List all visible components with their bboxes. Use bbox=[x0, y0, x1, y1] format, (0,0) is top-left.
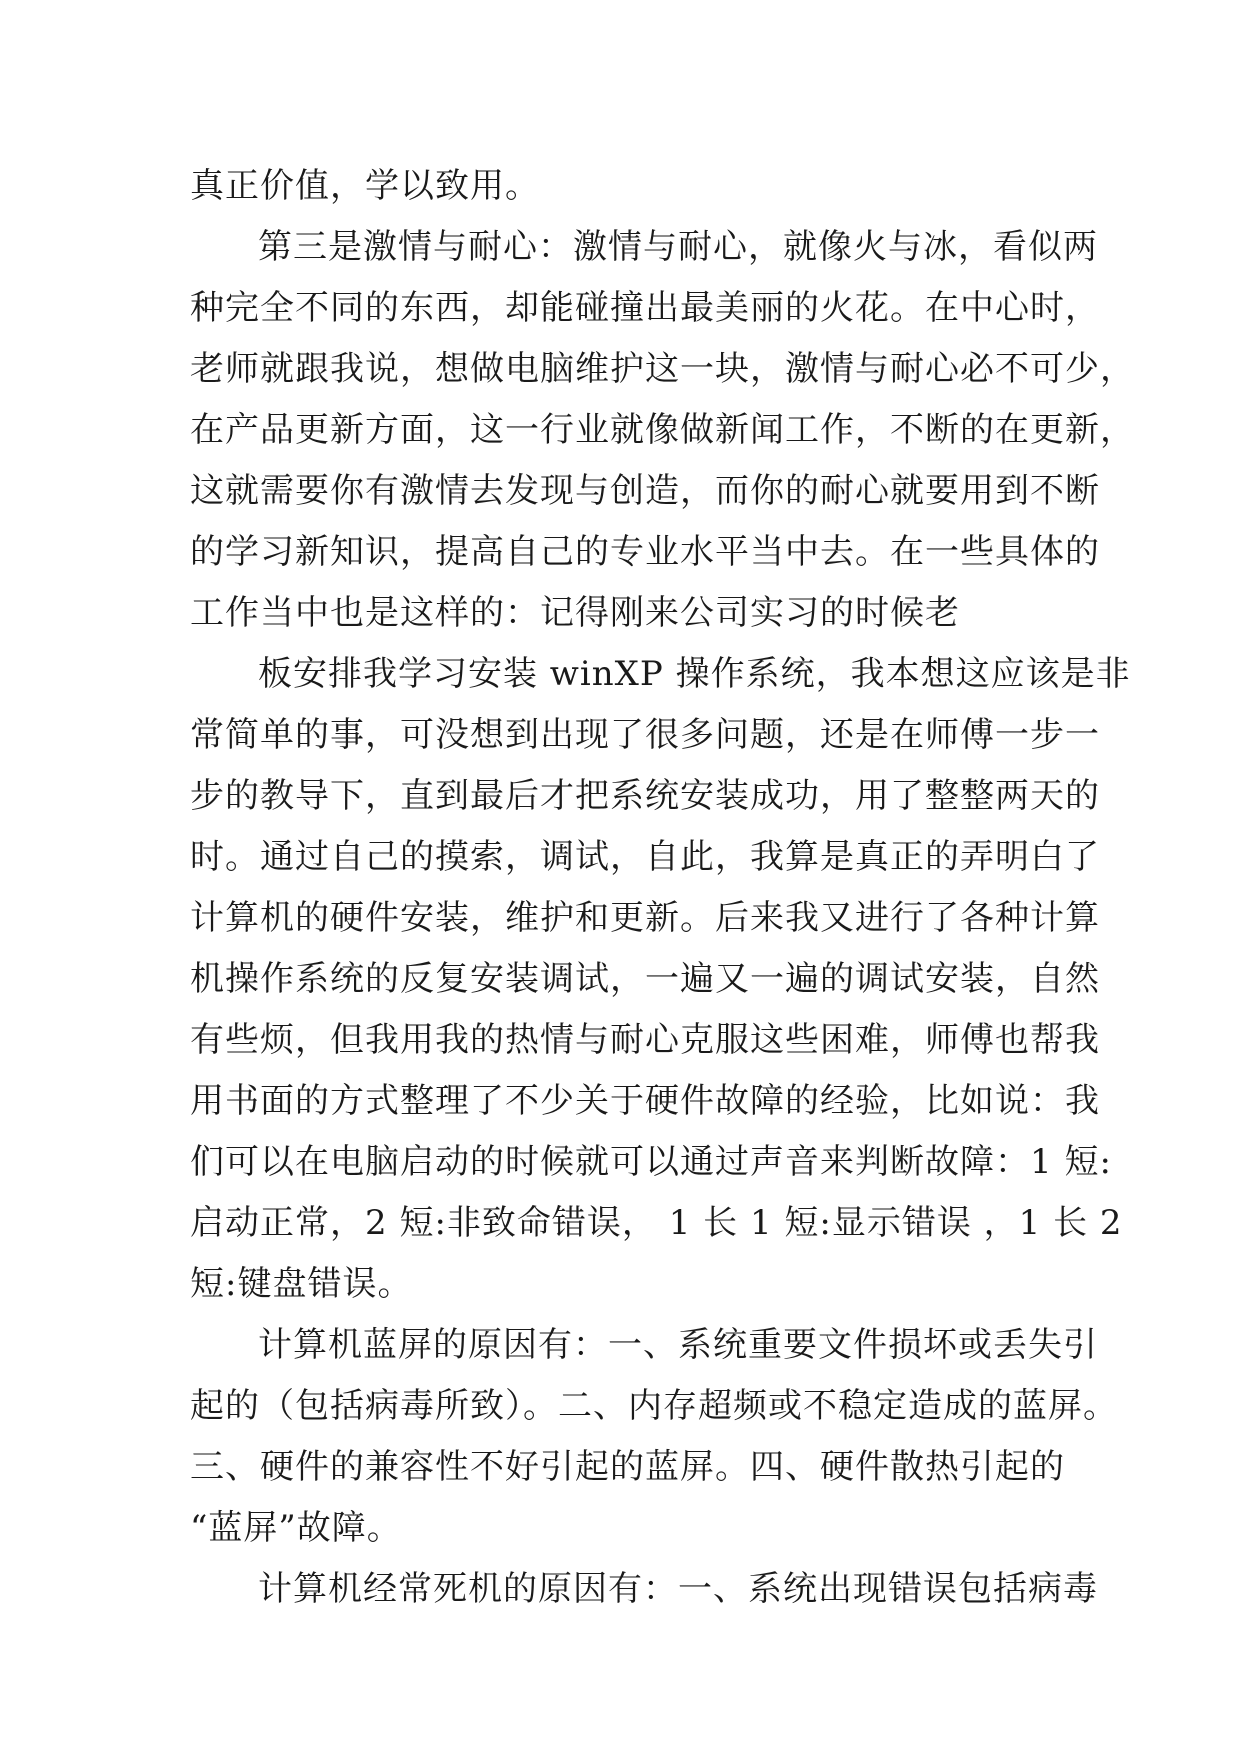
text-line: 计算机的硬件安装，维护和更新。后来我又进行了各种计算 bbox=[190, 898, 1100, 938]
text-line: 工作当中也是这样的：记得刚来公司实习的时候老 bbox=[190, 593, 960, 633]
paragraph-start-line: 板安排我学习安装 winXP 操作系统，我本想这应该是非 bbox=[258, 654, 1131, 694]
text-line: 起的（包括病毒所致）。二、内存超频或不稳定造成的蓝屏。 bbox=[190, 1386, 1118, 1426]
text-line: 时。通过自己的摸索，调试，自此，我算是真正的弄明白了 bbox=[190, 837, 1100, 877]
text-line: 用书面的方式整理了不少关于硬件故障的经验，比如说：我 bbox=[190, 1081, 1100, 1121]
text-line: 的学习新知识，提高自己的专业水平当中去。在一些具体的 bbox=[190, 532, 1100, 572]
document-body bbox=[190, 156, 1135, 1620]
text-line: 种完全不同的东西，却能碰撞出最美丽的火花。在中心时， bbox=[190, 288, 1100, 328]
paragraph-start-line: 计算机经常死机的原因有：一、系统出现错误包括病毒 bbox=[258, 1569, 1098, 1609]
text-line: 们可以在电脑启动的时候就可以通过声音来判断故障：1 短: bbox=[190, 1142, 1112, 1182]
text-line: 常简单的事，可没想到出现了很多问题，还是在师傅一步一 bbox=[190, 715, 1100, 755]
text-line: 步的教导下，直到最后才把系统安装成功，用了整整两天的 bbox=[190, 776, 1100, 816]
text-line: 三、硬件的兼容性不好引起的蓝屏。四、硬件散热引起的 bbox=[190, 1447, 1065, 1487]
text-line: 机操作系统的反复安装调试，一遍又一遍的调试安装，自然 bbox=[190, 959, 1100, 999]
text-line: 启动正常，2 短:非致命错误， 1 长 1 短:显示错误 ，1 长 2 bbox=[190, 1203, 1123, 1243]
text-line: “蓝屏”故障。 bbox=[190, 1508, 402, 1548]
text-line: 这就需要你有激情去发现与创造，而你的耐心就要用到不断 bbox=[190, 471, 1100, 511]
paragraph-start-line: 第三是激情与耐心：激情与耐心，就像火与冰，看似两 bbox=[258, 227, 1098, 267]
text-line: 短:键盘错误。 bbox=[190, 1264, 413, 1304]
text-line: 有些烦，但我用我的热情与耐心克服这些困难，师傅也帮我 bbox=[190, 1020, 1100, 1060]
paragraph-start-line: 计算机蓝屏的原因有：一、系统重要文件损坏或丢失引 bbox=[258, 1325, 1098, 1365]
text-line: 老师就跟我说，想做电脑维护这一块，激情与耐心必不可少， bbox=[190, 349, 1135, 389]
text-line: 真正价值，学以致用。 bbox=[190, 166, 540, 206]
text-line: 在产品更新方面，这一行业就像做新闻工作，不断的在更新， bbox=[190, 410, 1135, 450]
